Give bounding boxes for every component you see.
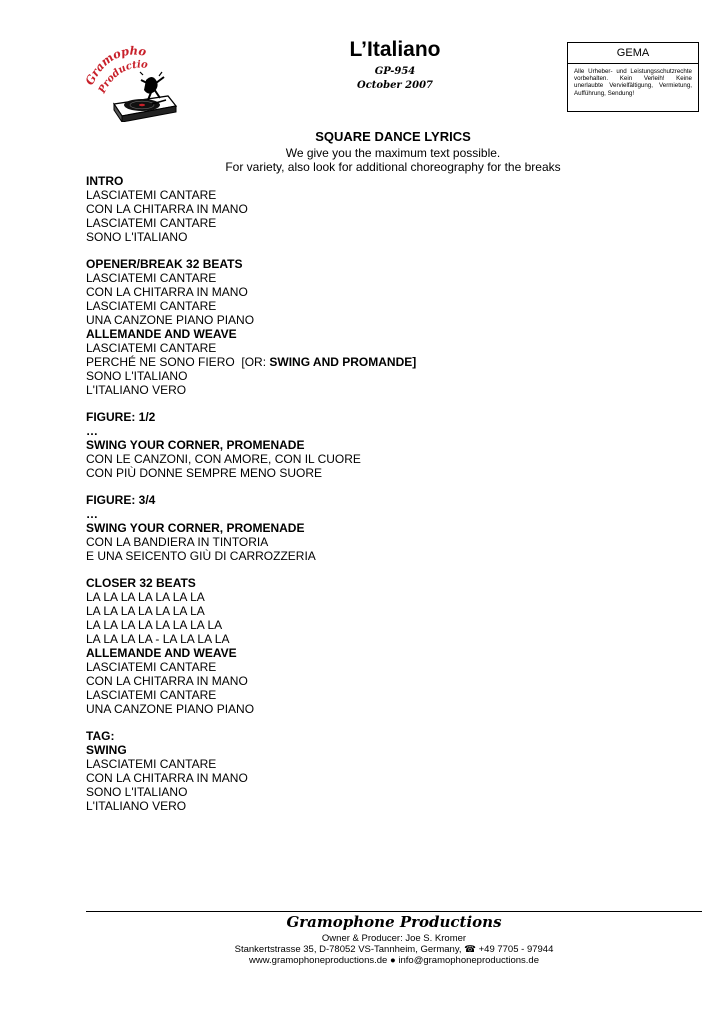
lyric-line bbox=[86, 466, 646, 480]
logo-text-bottom: Productio bbox=[96, 59, 149, 96]
lyric-line bbox=[86, 424, 646, 438]
footer-address: Stankertstrasse 35, D-78052 VS-Tannheim, Germany, ☎ +49 7705 - 97944 bbox=[234, 944, 554, 955]
lyric-text: LASCIATEMI CANTARE bbox=[86, 299, 217, 313]
lyric-line bbox=[86, 785, 646, 799]
lyric-call: ALLEMANDE AND WEAVE bbox=[86, 327, 237, 341]
stanza-gap bbox=[86, 480, 646, 493]
gema-notice-box bbox=[567, 42, 699, 112]
lyric-text: LASCIATEMI CANTARE bbox=[86, 216, 217, 230]
gema-notice-text: Alle Urheber- und Leistungsschutzrechte vorbehalten. Kein Verleih! Keine unerlaubte Vervielfältigung, Vermietung, Aufführung, Sendung! bbox=[574, 68, 692, 97]
lyric-line bbox=[86, 188, 646, 202]
lyrics-body bbox=[86, 174, 646, 813]
stanza-gap bbox=[86, 563, 646, 576]
lyric-line bbox=[86, 369, 646, 383]
bullet-icon: ● bbox=[389, 955, 396, 966]
lyric-line bbox=[86, 729, 646, 743]
lyric-line bbox=[86, 410, 646, 424]
lyric-text: CON LA CHITARRA IN MANO bbox=[86, 202, 248, 216]
release-date: October 2007 bbox=[356, 80, 434, 91]
lyric-line bbox=[86, 771, 646, 785]
lyric-line bbox=[86, 202, 646, 216]
footer-brand: Gramophone Productions bbox=[286, 913, 502, 931]
lyric-call: SWING AND PROMANDE] bbox=[269, 355, 417, 369]
lyric-call: ALLEMANDE AND WEAVE bbox=[86, 646, 237, 660]
lyric-text: LASCIATEMI CANTARE bbox=[86, 757, 217, 771]
song-title: L’Italiano bbox=[349, 38, 441, 61]
footer-website-link[interactable]: www.gramophoneproductions.de bbox=[248, 955, 388, 966]
lyric-line bbox=[86, 646, 646, 660]
lyric-call: FIGURE: 1/2 bbox=[86, 410, 156, 424]
lyric-line bbox=[86, 230, 646, 244]
section-heading: SQUARE DANCE LYRICS bbox=[315, 129, 471, 144]
lyric-text: LASCIATEMI CANTARE bbox=[86, 341, 217, 355]
lyric-text: L'ITALIANO VERO bbox=[86, 799, 187, 813]
lyric-text: LASCIATEMI CANTARE bbox=[86, 188, 217, 202]
lyric-text: LA LA LA LA LA LA LA bbox=[86, 590, 205, 604]
lyric-text: CON LA CHITARRA IN MANO bbox=[86, 285, 248, 299]
lyric-line bbox=[86, 688, 646, 702]
lyric-line bbox=[86, 549, 646, 563]
lyric-text: LA LA LA LA LA LA LA bbox=[86, 604, 205, 618]
lyric-text: SONO L'ITALIANO bbox=[86, 785, 188, 799]
lyric-line bbox=[86, 674, 646, 688]
lyric-line bbox=[86, 521, 646, 535]
lyric-line bbox=[86, 452, 646, 466]
intro-line-1: We give you the maximum text possible. bbox=[285, 146, 501, 160]
lyric-line bbox=[86, 438, 646, 452]
lyric-call: SWING YOUR CORNER, PROMENADE bbox=[86, 521, 305, 535]
lyric-text: CON LE CANZONI, CON AMORE, CON IL CUORE bbox=[86, 452, 361, 466]
gema-title: GEMA bbox=[568, 43, 698, 64]
lyric-line bbox=[86, 271, 646, 285]
lyric-line bbox=[86, 493, 646, 507]
catalog-number: GP-954 bbox=[374, 66, 416, 77]
lyric-line bbox=[86, 355, 646, 369]
lyric-line bbox=[86, 702, 646, 716]
lyric-line bbox=[86, 743, 646, 757]
gramophone-icon bbox=[80, 42, 180, 122]
lyric-line bbox=[86, 604, 646, 618]
lyric-line bbox=[86, 507, 646, 521]
lyric-line bbox=[86, 632, 646, 646]
lyric-call: INTRO bbox=[86, 174, 124, 188]
lyric-text: L'ITALIANO VERO bbox=[86, 383, 187, 397]
lyric-text: E UNA SEICENTO GIÙ DI CARROZZERIA bbox=[86, 549, 316, 563]
lyric-line bbox=[86, 327, 646, 341]
lyric-line bbox=[86, 576, 646, 590]
lyric-text: UNA CANZONE PIANO PIANO bbox=[86, 702, 255, 716]
lyric-line bbox=[86, 535, 646, 549]
lyric-text: CON LA CHITARRA IN MANO bbox=[86, 771, 248, 785]
lyric-call: … bbox=[86, 424, 98, 438]
lyric-line bbox=[86, 299, 646, 313]
footer-divider bbox=[86, 911, 702, 912]
lyric-line bbox=[86, 174, 646, 188]
lyric-line bbox=[86, 285, 646, 299]
intro-line-2: For variety, also look for additional choreography for the breaks bbox=[225, 160, 561, 174]
lyric-text: UNA CANZONE PIANO PIANO bbox=[86, 313, 255, 327]
gramophone-logo bbox=[80, 42, 180, 122]
lyric-text: LASCIATEMI CANTARE bbox=[86, 271, 217, 285]
lyric-text: LA LA LA LA LA LA LA LA bbox=[86, 618, 223, 632]
lyric-text: LASCIATEMI CANTARE bbox=[86, 688, 217, 702]
lyric-line bbox=[86, 590, 646, 604]
lyric-call: TAG: bbox=[86, 729, 115, 743]
lyric-line bbox=[86, 257, 646, 271]
lyric-call: CLOSER 32 BEATS bbox=[86, 576, 196, 590]
lyric-line bbox=[86, 383, 646, 397]
footer-owner: Owner & Producer: Joe S. Kromer bbox=[321, 933, 467, 944]
lyric-line bbox=[86, 313, 646, 327]
lyric-line bbox=[86, 341, 646, 355]
lyric-text: SONO L'ITALIANO bbox=[86, 369, 188, 383]
stanza-gap bbox=[86, 244, 646, 257]
lyric-line bbox=[86, 660, 646, 674]
lyric-call: OPENER/BREAK 32 BEATS bbox=[86, 257, 243, 271]
lyric-line bbox=[86, 216, 646, 230]
lyric-call: … bbox=[86, 507, 98, 521]
logo-text-top: Gramopho bbox=[82, 43, 148, 88]
lyric-text: LASCIATEMI CANTARE bbox=[86, 660, 217, 674]
lyric-line bbox=[86, 799, 646, 813]
lyric-call: SWING YOUR CORNER, PROMENADE bbox=[86, 438, 305, 452]
footer-contact bbox=[86, 955, 702, 966]
lyric-line bbox=[86, 757, 646, 771]
lyric-line bbox=[86, 618, 646, 632]
lyric-text: PERCHÉ NE SONO FIERO [OR: bbox=[86, 355, 270, 369]
footer-email-link[interactable]: info@gramophoneproductions.de bbox=[398, 955, 540, 966]
lyric-text: CON PIÙ DONNE SEMPRE MENO SUORE bbox=[86, 466, 323, 480]
lyric-call: FIGURE: 3/4 bbox=[86, 493, 156, 507]
lyric-text: CON LA BANDIERA IN TINTORIA bbox=[86, 535, 269, 549]
lyric-text: LA LA LA LA - LA LA LA LA bbox=[86, 632, 230, 646]
lyric-text: SONO L'ITALIANO bbox=[86, 230, 188, 244]
stanza-gap bbox=[86, 716, 646, 729]
lyric-text: CON LA CHITARRA IN MANO bbox=[86, 674, 248, 688]
lyric-call: SWING bbox=[86, 743, 127, 757]
stanza-gap bbox=[86, 397, 646, 410]
